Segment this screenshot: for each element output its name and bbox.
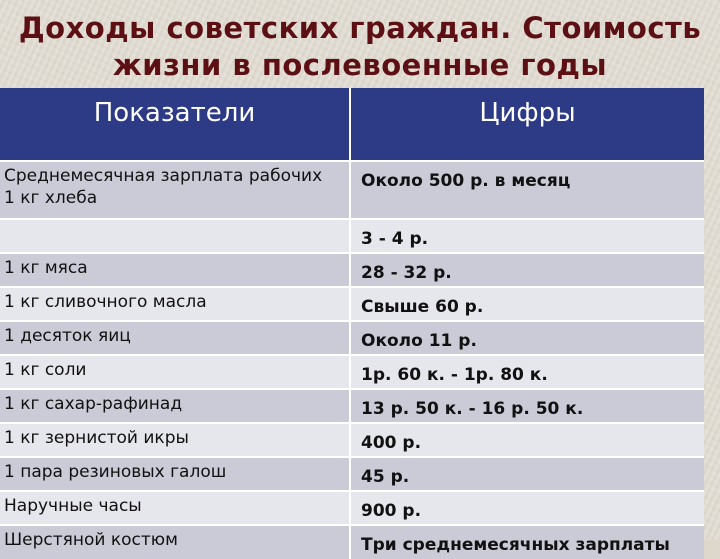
- row-value-bread: 3 - 4 р.: [350, 219, 704, 253]
- row-value: 45 р.: [350, 457, 704, 491]
- row-label-salary: [0, 161, 350, 219]
- table-row: [0, 219, 704, 253]
- row-label: 1 кг сливочного масла: [0, 287, 350, 321]
- table-row: [0, 355, 704, 389]
- row-label: 1 кг соли: [0, 355, 350, 389]
- row-label: 1 пара резиновых галош: [0, 457, 350, 491]
- table-header-row: [0, 88, 704, 161]
- title-line-2: жизни в послевоенные годы: [112, 48, 608, 82]
- table-row: [0, 423, 704, 457]
- row-value: Около 11 р.: [350, 321, 704, 355]
- table-row: [0, 287, 704, 321]
- table-body: [0, 161, 704, 559]
- row-label-bread: [0, 219, 350, 253]
- row-label: 1 десяток яиц: [0, 321, 350, 355]
- row-label: Шерстяной костюм: [0, 525, 350, 559]
- table-row: [0, 457, 704, 491]
- table-row: [0, 321, 704, 355]
- header-figures: Цифры: [350, 88, 704, 161]
- table-row: [0, 491, 704, 525]
- row-value: 400 р.: [350, 423, 704, 457]
- table-row: [0, 525, 704, 559]
- row-value-salary: Около 500 р. в месяц: [350, 161, 704, 219]
- header-indicators: Показатели: [0, 88, 350, 161]
- table-row: [0, 389, 704, 423]
- table-row: [0, 161, 704, 219]
- row-label: Наручные часы: [0, 491, 350, 525]
- row-value: 900 р.: [350, 491, 704, 525]
- row-value: 13 р. 50 к. - 16 р. 50 к.: [350, 389, 704, 423]
- label-salary: Среднемесячная зарплата рабочих 1 кг хлеба: [4, 166, 323, 208]
- row-label: 1 кг зернистой икры: [0, 423, 350, 457]
- row-value: Свыше 60 р.: [350, 287, 704, 321]
- row-label: 1 кг сахар-рафинад: [0, 389, 350, 423]
- slide-title: [0, 10, 720, 84]
- table-row: [0, 253, 704, 287]
- row-label: 1 кг мяса: [0, 253, 350, 287]
- prices-table: [0, 88, 704, 559]
- title-line-1: Доходы советских граждан. Стоимость: [18, 11, 702, 45]
- row-value: Три среднемесячных зарплаты: [350, 525, 704, 559]
- row-value: 28 - 32 р.: [350, 253, 704, 287]
- row-value: 1р. 60 к. - 1р. 80 к.: [350, 355, 704, 389]
